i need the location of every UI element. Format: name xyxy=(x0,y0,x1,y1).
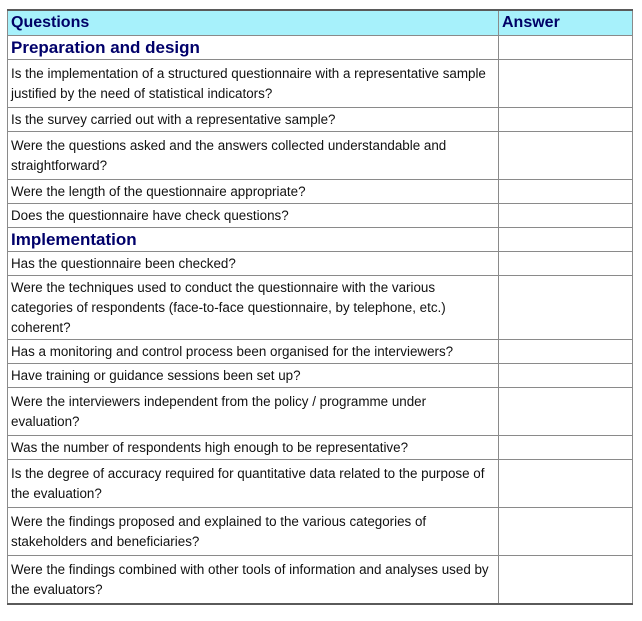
answer-cell[interactable] xyxy=(499,60,633,108)
header-row xyxy=(8,10,633,36)
question-text: Were the findings proposed and explained to the various categories of stakeholders and beneficiaries? xyxy=(8,508,499,556)
question-text: Has a monitoring and control process been organised for the interviewers? xyxy=(8,340,499,364)
answer-cell[interactable] xyxy=(499,36,633,60)
answer-cell[interactable] xyxy=(499,388,633,436)
answer-cell[interactable] xyxy=(499,340,633,364)
section-title: Implementation xyxy=(8,228,499,252)
questions-column-header: Questions xyxy=(8,10,499,36)
question-row xyxy=(8,460,633,508)
answer-cell[interactable] xyxy=(499,508,633,556)
checklist-container xyxy=(7,9,633,605)
answer-cell[interactable] xyxy=(499,460,633,508)
question-row xyxy=(8,180,633,204)
question-text: Were the length of the questionnaire appropriate? xyxy=(8,180,499,204)
question-row xyxy=(8,364,633,388)
answer-cell[interactable] xyxy=(499,180,633,204)
question-row xyxy=(8,276,633,340)
question-row xyxy=(8,388,633,436)
answer-cell[interactable] xyxy=(499,228,633,252)
answer-cell[interactable] xyxy=(499,108,633,132)
answer-cell[interactable] xyxy=(499,436,633,460)
question-text: Were the questions asked and the answers collected understandable and straightforward? xyxy=(8,132,499,180)
question-row xyxy=(8,556,633,605)
answer-cell[interactable] xyxy=(499,556,633,605)
question-text: Were the techniques used to conduct the questionnaire with the various categories of respondents (face-to-face questionnaire, by telephone, etc.) coherent? xyxy=(8,276,499,340)
section-header-row xyxy=(8,228,633,252)
question-text: Is the survey carried out with a representative sample? xyxy=(8,108,499,132)
question-text: Has the questionnaire been checked? xyxy=(8,252,499,276)
question-text: Were the interviewers independent from the policy / programme under evaluation? xyxy=(8,388,499,436)
question-row xyxy=(8,60,633,108)
question-text: Were the findings combined with other tools of information and analyses used by the evaluators? xyxy=(8,556,499,605)
answer-cell[interactable] xyxy=(499,276,633,340)
question-row xyxy=(8,108,633,132)
question-row xyxy=(8,436,633,460)
question-text: Is the degree of accuracy required for quantitative data related to the purpose of the evaluation? xyxy=(8,460,499,508)
answer-cell[interactable] xyxy=(499,364,633,388)
section-title: Preparation and design xyxy=(8,36,499,60)
answer-column-header: Answer xyxy=(499,10,633,36)
question-row xyxy=(8,508,633,556)
questionnaire-checklist-table xyxy=(7,9,633,605)
question-text: Is the implementation of a structured questionnaire with a representative sample justified by the need of statistical indicators? xyxy=(8,60,499,108)
section-header-row xyxy=(8,36,633,60)
answer-cell[interactable] xyxy=(499,204,633,228)
question-row xyxy=(8,340,633,364)
question-text: Was the number of respondents high enough to be representative? xyxy=(8,436,499,460)
question-row xyxy=(8,252,633,276)
question-text: Does the questionnaire have check questions? xyxy=(8,204,499,228)
answer-cell[interactable] xyxy=(499,132,633,180)
answer-cell[interactable] xyxy=(499,252,633,276)
question-row xyxy=(8,132,633,180)
question-row xyxy=(8,204,633,228)
question-text: Have training or guidance sessions been set up? xyxy=(8,364,499,388)
